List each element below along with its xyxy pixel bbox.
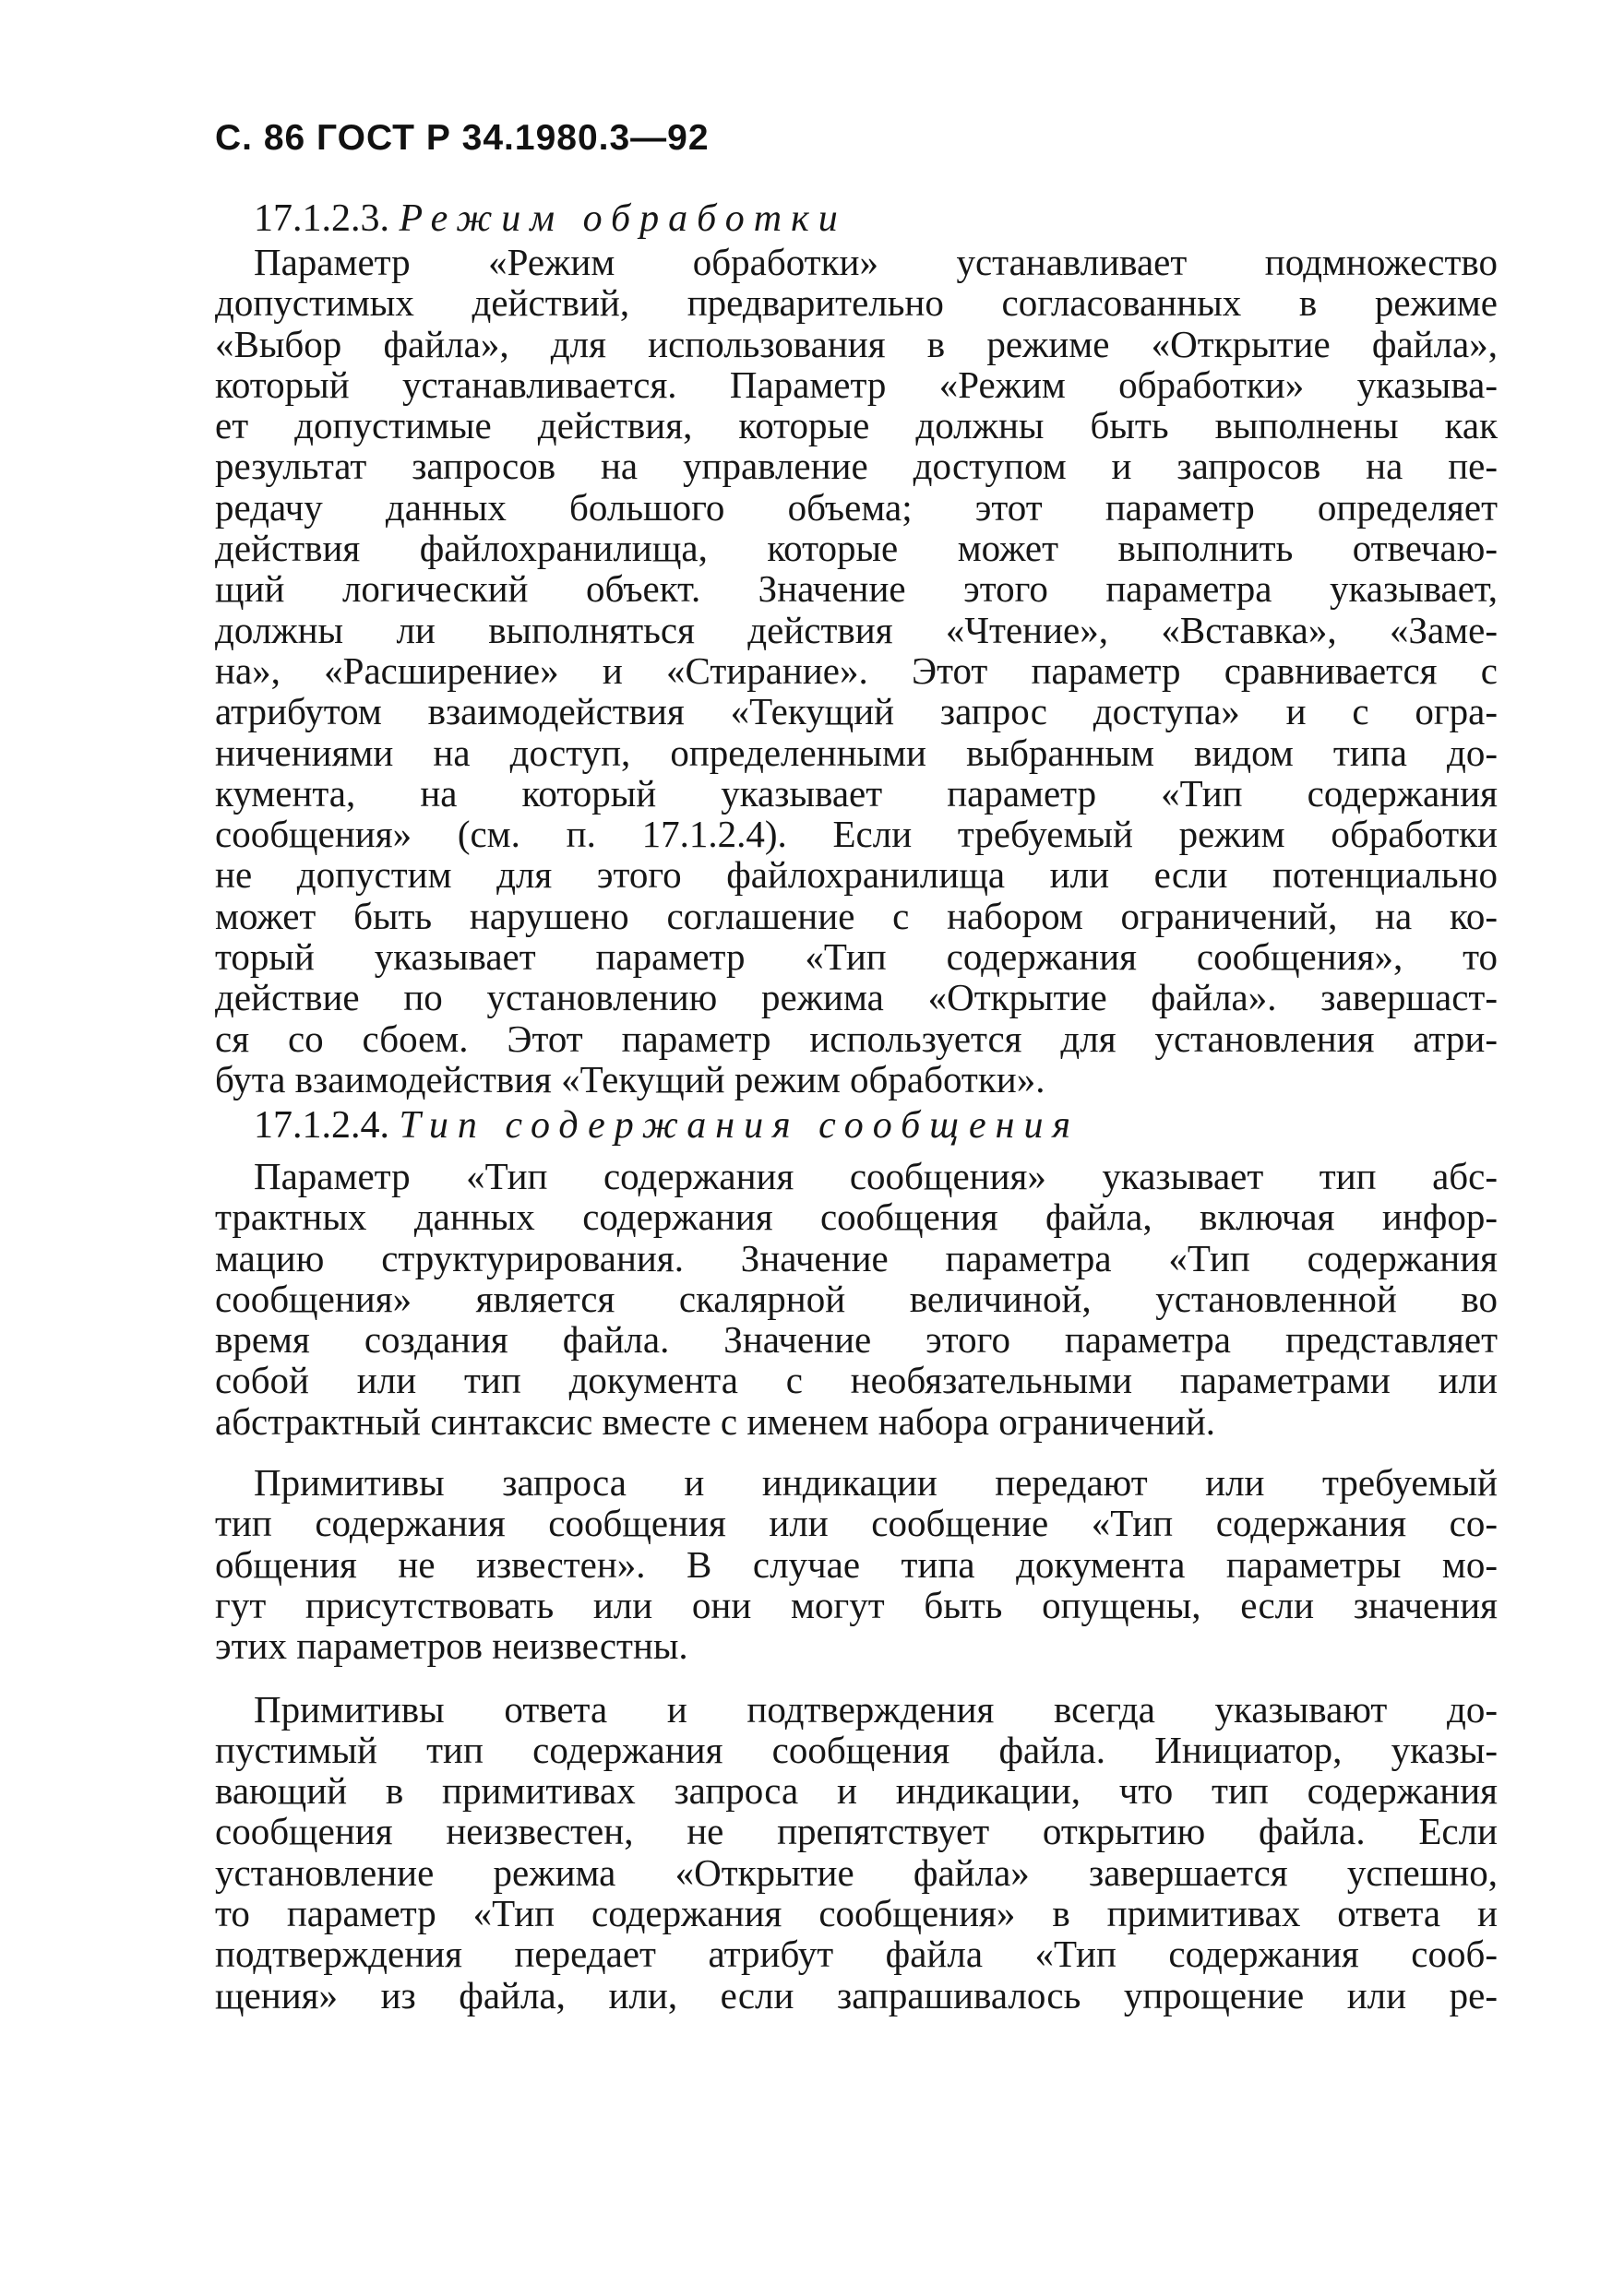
paragraph-2: [215, 1462, 1498, 1666]
text-line: действия файлохранилища, которые может выполнить отвечаю-: [215, 527, 1498, 570]
section-heading: [215, 1102, 1498, 1148]
text-line: Примитивы ответа и подтверждения всегда указывают до-: [254, 1687, 1498, 1731]
text-line: собой или тип документа с необязательными параметрами или: [215, 1359, 1498, 1402]
page-header: С. 86 ГОСТ Р 34.1980.3—92: [215, 118, 710, 158]
text-line: пустимый тип содержания сообщения файла. Инициатор, указы-: [215, 1728, 1498, 1771]
text-line: ничениями на доступ, определенными выбранным видом типа до-: [215, 731, 1498, 774]
text-line: кумента, на который указывает параметр «Тип содержания: [215, 771, 1498, 815]
text-line: «Выбор файла», для использования в режиме «Открытие файла»,: [215, 322, 1498, 365]
text-line: вающий в примитивах запроса и индикации, что тип содержания: [215, 1769, 1498, 1813]
text-line: результат запросов на управление доступом и запросов на пе-: [215, 445, 1498, 488]
text-line: ет допустимые действия, которые должны быть выполнены как: [215, 404, 1498, 447]
section-number: 17.1.2.4.: [254, 1104, 389, 1147]
paragraph-3: [215, 1689, 1498, 2016]
text-line: Примитивы запроса и индикации передают или требуемый: [254, 1461, 1498, 1505]
text-line: на», «Расширение» и «Стирание». Этот параметр сравнивается с: [215, 648, 1498, 692]
text-line: сообщения» является скалярной величиной, установленной во: [215, 1277, 1498, 1320]
section-body: [215, 242, 1498, 1100]
text-line: торый указывает параметр «Тип содержания сообщения», то: [215, 935, 1498, 979]
text-line: редачу данных большого объема; этот параметр определяет: [215, 485, 1498, 529]
text-line: ся со сбоем. Этот параметр используется для установления атри-: [215, 1017, 1498, 1060]
text-line: время создания файла. Значение этого параметра представляет: [215, 1318, 1498, 1362]
text-line: щения» из файла, или, если запрашивалось упрощение или ре-: [215, 1973, 1498, 2016]
text-line: не допустим для этого файлохранилища или если потенциально: [215, 853, 1498, 897]
text-line: Параметр «Тип содержания сообщения» указывает тип абс-: [254, 1155, 1498, 1197]
text-line: щий логический объект. Значение этого параметра указывает,: [215, 567, 1498, 611]
text-line: абстрактный синтаксис вместе с именем набора ограничений.: [215, 1399, 1216, 1443]
text-line: Параметр «Режим обработки» устанавливает подмножество: [254, 241, 1498, 283]
text-line: атрибутом взаимодействия «Текущий запрос доступа» и с огра-: [215, 690, 1498, 733]
text-line: который устанавливается. Параметр «Режим обработки» указыва-: [215, 363, 1498, 406]
text-line: должны ли выполняться действия «Чтение», «Вставка», «Заме-: [215, 608, 1498, 651]
text-line: трактных данных содержания сообщения файла, включая инфор-: [215, 1196, 1498, 1239]
text-line: сообщения» (см. п. 17.1.2.4). Если требуемый режим обработки: [215, 813, 1498, 856]
text-line: общения не известен». В случае типа документа параметры мо-: [215, 1542, 1498, 1586]
section-heading: [215, 196, 1498, 242]
text-line: сообщения неизвестен, не препятствует открытию файла. Если: [215, 1810, 1498, 1853]
text-line: этих параметров неизвестны.: [215, 1624, 688, 1668]
section-17-1-2-3: [215, 196, 1498, 1100]
section-17-1-2-4: [215, 1102, 1498, 2016]
text-line: тип содержания сообщения или сообщение «Тип содержания со-: [215, 1502, 1498, 1545]
section-title: Режим обработки: [399, 197, 847, 240]
text-line: может быть нарушено соглашение с набором ограничений, на ко-: [215, 894, 1498, 937]
text-line: действие по установлению режима «Открытие файла». завершаст-: [215, 976, 1498, 1019]
paragraph-1: [215, 1156, 1498, 1442]
section-title: Тип содержания сообщения: [399, 1104, 1081, 1147]
section-number: 17.1.2.3.: [254, 197, 389, 240]
text-line: установление режима «Открытие файла» завершается успешно,: [215, 1850, 1498, 1894]
text-line: мацию структурирования. Значение параметра «Тип содержания: [215, 1236, 1498, 1279]
text-line: гут присутствовать или они могут быть опущены, если значения: [215, 1583, 1498, 1626]
text-line: допустимых действий, предварительно согласованных в режиме: [215, 281, 1498, 325]
text-line: бута взаимодействия «Текущий режим обработки».: [215, 1057, 1045, 1100]
text-line: подтверждения передает атрибут файла «Тип содержания сооб-: [215, 1933, 1498, 1976]
text-line: то параметр «Тип содержания сообщения» в примитивах ответа и: [215, 1892, 1498, 1935]
